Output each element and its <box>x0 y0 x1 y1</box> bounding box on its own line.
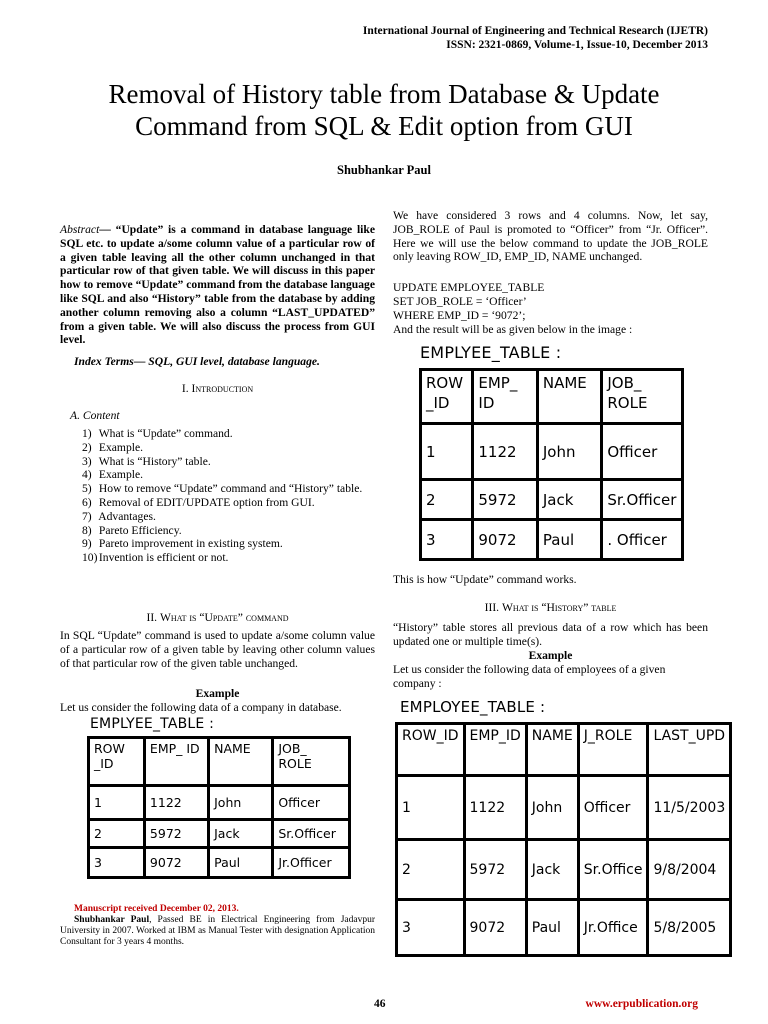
bio-author-name: Shubhankar Paul <box>74 915 150 925</box>
table-header-cell: NAME <box>537 370 601 424</box>
table-cell: 1122 <box>144 786 208 820</box>
table-cell: 11/5/2003 <box>648 776 731 840</box>
table-cell: 3 <box>397 900 465 956</box>
table-cell: 5972 <box>473 480 537 520</box>
table-cell: John <box>537 424 601 480</box>
index-terms-label: Index Terms <box>74 355 134 368</box>
table-cell: Paul <box>526 900 578 956</box>
table-header-cell: ROW _ID <box>89 738 145 786</box>
section-3-number: III. <box>484 601 502 614</box>
table-cell: . Officer <box>602 520 683 560</box>
contents-item-number: 10) <box>82 551 98 565</box>
table-header-cell: EMP_ ID <box>144 738 208 786</box>
table-cell: 9/8/2004 <box>648 840 731 900</box>
contents-item-text: How to remove “Update” command and “History” table. <box>98 482 363 496</box>
contents-item <box>72 524 375 538</box>
table-cell: Jack <box>537 480 601 520</box>
section-2-heading <box>60 611 375 625</box>
section-3-heading <box>393 601 708 615</box>
table-header-cell: EMP_ ID <box>473 370 537 424</box>
table-cell: 2 <box>397 840 465 900</box>
table-header-cell: JOB_ ROLE <box>602 370 683 424</box>
contents-item-number: 8) <box>82 523 92 537</box>
table-cell: John <box>526 776 578 840</box>
table-cell: Sr.Officer <box>273 820 350 848</box>
table-cell: 9072 <box>144 848 208 878</box>
section-1-title: Introduction <box>191 382 254 395</box>
contents-item-number: 5) <box>82 482 92 496</box>
index-terms-text: — SQL, GUI level, database language. <box>133 355 320 368</box>
table-row <box>397 900 731 956</box>
right-paragraph-1: We have considered 3 rows and 4 columns. Now, let say, JOB_ROLE of Paul is promoted to “Officer” from “Jr. Officer”. Here we will use the below command to update the JOB_ROLE only leaving ROW_ID, EMP_ID, NAME unchanged. <box>393 209 708 264</box>
contents-item <box>72 455 375 469</box>
footnote <box>60 904 375 948</box>
table-1-caption: EMPLYEE_TABLE : <box>90 716 215 732</box>
table-cell: 1 <box>397 776 465 840</box>
table-cell: Jack <box>209 820 273 848</box>
contents-item-text: What is “History” table. <box>98 454 211 468</box>
table-cell: 9072 <box>464 900 526 956</box>
publisher-website: www.erpublication.org <box>585 998 698 1010</box>
table-cell: 5972 <box>144 820 208 848</box>
section-3-example-label: Example <box>528 649 573 662</box>
table-row <box>89 820 350 848</box>
table-cell: 3 <box>421 520 473 560</box>
table-row <box>421 480 683 520</box>
table-row <box>89 848 350 878</box>
contents-item-text: Example. <box>98 440 144 454</box>
contents-item <box>72 468 375 482</box>
table-cell: Sr.Office <box>578 840 648 900</box>
index-terms <box>60 355 389 369</box>
manuscript-received: Manuscript received December 02, 2013. <box>74 904 239 914</box>
abstract <box>60 223 375 347</box>
table-cell: 1122 <box>464 776 526 840</box>
table-2 <box>419 368 684 561</box>
sql-line-2: SET JOB_ROLE = ‘Officer’ <box>393 294 527 308</box>
table-cell: 1 <box>421 424 473 480</box>
table-header-cell: EMP_ID <box>464 724 526 776</box>
contents-item-text: Invention is efficient or not. <box>98 551 229 565</box>
table-cell: 3 <box>89 848 145 878</box>
page-number: 46 <box>374 998 386 1010</box>
table-header-cell: NAME <box>209 738 273 786</box>
table-row <box>397 840 731 900</box>
abstract-dash: — <box>99 223 116 236</box>
title-line-1: Removal of History table from Database & Update <box>108 79 660 109</box>
table-row <box>421 520 683 560</box>
sql-line-3: WHERE EMP_ID = ‘9072’; <box>393 308 526 322</box>
table-cell: 2 <box>89 820 145 848</box>
contents-list <box>72 427 375 565</box>
contents-item-number: 9) <box>82 537 92 551</box>
table-cell: 1122 <box>473 424 537 480</box>
sql-command <box>393 281 708 322</box>
contents-item-text: What is “Update” command. <box>98 427 233 440</box>
contents-item-text: Pareto Efficiency. <box>98 523 182 537</box>
table-cell: Officer <box>602 424 683 480</box>
table-cell: Jr.Office <box>578 900 648 956</box>
section-3-title: What is “History” table <box>501 601 617 614</box>
contents-item-number: 6) <box>82 495 92 509</box>
table-header-cell: LAST_UPD <box>648 724 731 776</box>
table-row <box>421 424 683 480</box>
table-cell: Paul <box>537 520 601 560</box>
table-cell: 1 <box>89 786 145 820</box>
table-2-caption: EMPLYEE_TABLE : <box>420 343 562 362</box>
table-1 <box>87 736 351 879</box>
table-header-cell: ROW_ID <box>397 724 465 776</box>
section-3-paragraph: “History” table stores all previous data of a row which has been updated one or multiple time(s). <box>393 621 708 648</box>
sql-line-1: UPDATE EMPLOYEE_TABLE <box>393 281 545 294</box>
table-header-cell: J_ROLE <box>578 724 648 776</box>
section-2-paragraph: In SQL “Update” command is used to update a/some column value of a particular row of a given table by leaving other column values of that particular row of the given table unchanged. <box>60 629 375 670</box>
table-cell: 9072 <box>473 520 537 560</box>
contents-item-number: 2) <box>82 440 92 454</box>
contents-item-number: 1) <box>82 427 92 440</box>
section-1-number: I. <box>181 382 192 395</box>
table-header-row <box>89 738 350 786</box>
contents-item <box>72 441 375 455</box>
table-header-cell: NAME <box>526 724 578 776</box>
title-line-2: Command from SQL & Edit option from GUI <box>135 111 633 141</box>
bio-text: , Passed BE in Electrical Engineering from Jadavpur University in 2007. Worked at IBM as Manual Tester with designation Application Consultant for 3 years 4 months. <box>60 915 375 947</box>
table-header-cell: JOB_ ROLE <box>273 738 350 786</box>
table-header-cell: ROW _ID <box>421 370 473 424</box>
table-cell: 2 <box>421 480 473 520</box>
contents-item-text: Example. <box>98 468 144 482</box>
section-2-example-label: Example <box>195 687 240 700</box>
journal-name: International Journal of Engineering and Technical Research (IJETR) <box>362 25 708 37</box>
section-1-heading <box>60 382 375 396</box>
contents-item-text: Removal of EDIT/UPDATE option from GUI. <box>98 495 315 509</box>
abstract-label: Abstract <box>60 223 100 236</box>
section-2-example-text: Let us consider the following data of a company in database. <box>60 701 342 714</box>
update-works-text: This is how “Update” command works. <box>393 573 577 586</box>
contents-item <box>72 551 375 565</box>
contents-item <box>72 427 375 441</box>
table-cell: Jack <box>526 840 578 900</box>
table-cell: 5/8/2005 <box>648 900 731 956</box>
journal-issn: ISSN: 2321-0869, Volume-1, Issue-10, December 2013 <box>446 39 708 51</box>
contents-item-text: Pareto improvement in existing system. <box>98 537 283 551</box>
contents-item-number: 7) <box>82 509 92 523</box>
section-2-title: What is “Update” command <box>159 611 289 624</box>
table-cell: 5972 <box>464 840 526 900</box>
section-3-example-text: Let us consider the following data of employees of a given company : <box>393 663 666 690</box>
subsection-a-heading: A. Content <box>70 409 120 422</box>
abstract-text: “Update” is a command in database language like SQL etc. to update a/some column value of a particular row of a given table leaving all the other column unchanged in that particular row of that given table. We will discuss in this paper how to remove “Update” command from the database language like SQL and also “History” table from the database by adding another column removing also a column “LAST_UPDATED” from a given table. We will also discuss the process from GUI level. <box>60 223 375 347</box>
table-cell: Jr.Officer <box>273 848 350 878</box>
contents-item <box>72 537 375 551</box>
contents-item <box>72 510 375 524</box>
contents-item <box>72 482 375 496</box>
contents-item-number: 3) <box>82 454 92 468</box>
table-cell: Sr.Officer <box>602 480 683 520</box>
table-header-row <box>397 724 731 776</box>
paper-title <box>0 78 768 142</box>
contents-item-number: 4) <box>82 468 92 482</box>
author-bio <box>60 915 375 948</box>
author-name: Shubhankar Paul <box>337 163 431 177</box>
table-cell: Officer <box>273 786 350 820</box>
contents-item-text: Advantages. <box>98 509 156 523</box>
table-row <box>397 776 731 840</box>
table-cell: John <box>209 786 273 820</box>
result-text: And the result will be as given below in the image : <box>393 323 633 336</box>
table-row <box>89 786 350 820</box>
table-cell: Officer <box>578 776 648 840</box>
journal-header <box>363 24 708 52</box>
contents-item <box>72 496 375 510</box>
table-3-caption: EMPLOYEE_TABLE : <box>400 698 546 716</box>
table-cell: Paul <box>209 848 273 878</box>
table-header-row <box>421 370 683 424</box>
section-2-number: II. <box>146 611 160 624</box>
table-3 <box>395 722 732 957</box>
